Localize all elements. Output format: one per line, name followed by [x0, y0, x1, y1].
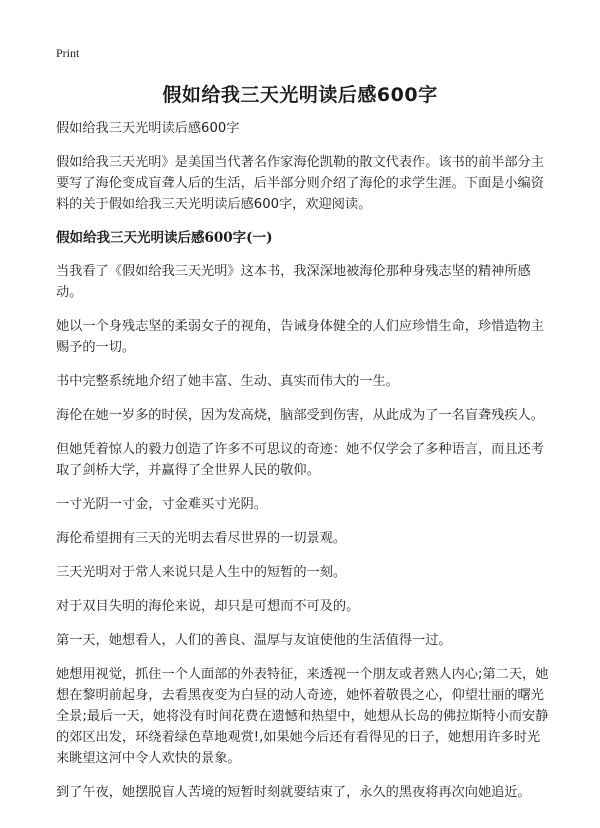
article-body [56, 118, 552, 816]
page-title: 假如给我三天光明读后感600字 [162, 84, 438, 106]
print-label: Print [56, 46, 80, 60]
paragraph: 对于双目失明的海伦来说，却只是可想而不可及的。 [56, 599, 360, 614]
paragraph: 三天光明对于常人来说只是人生中的短暂的一刻。 [56, 565, 347, 580]
paragraph: 海伦希望拥有三天的光明去看尽世界的一切景观。 [56, 531, 347, 546]
paragraph: 她以一个身残志坚的柔弱女子的视角，告诫身体健全的人们应珍惜生命，珍惜造物主赐予的一切。 [56, 319, 544, 355]
paragraph: 到了午夜，她摆脱盲人苦境的短暂时刻就要结束了，永久的黑夜将再次向她追近。 [56, 785, 531, 800]
paragraph: 一寸光阴一寸金，寸金难买寸光阴。 [56, 497, 267, 512]
paragraph: 第一天，她想看人，人们的善良、温厚与友谊使他的生活值得一过。 [56, 633, 452, 648]
section-heading: 假如给我三天光明读后感600字(一) [56, 230, 273, 246]
paragraph: 海伦在她一岁多的时侯，因为发高烧，脑部受到伤害，从此成为了一名盲聋残疾人。 [56, 408, 544, 423]
paragraph: 书中完整系统地介绍了她丰富、生动、真实而伟大的一生。 [56, 374, 399, 389]
paragraph: 她想用视觉，抓住一个人面部的外表特征，来透视一个朋友或者熟人内心;第二天，她想在黎明前起身，去看黑夜变为白昼的动人奇迹，她怀着敬畏之心，仰望壮丽的曙光全景;最后一天，她将没有时间花费在遗憾和热望中，她想从长岛的佛拉斯特小而安静的郊区出发，环绕着绿色草地观赏!,如果她今后还有看得见的日子，她想用许多时光来眺望这河中令人欢快的景象。 [56, 667, 549, 766]
intro-paragraph: 假如给我三天光明》是美国当代著名作家海伦凯勒的散文代表作。该书的前半部分主要写了海伦变成盲聋人后的生活，后半部分则介绍了海伦的求学生涯。下面是小编资料的关于假如给我三天光明读后感600字，欢迎阅读。 [56, 155, 544, 212]
paragraph: 当我看了《假如给我三天光明》这本书，我深深地被海伦那种身残志坚的精神所感动。 [56, 264, 531, 300]
paragraph: 但她凭着惊人的毅力创造了许多不可思议的奇迹：她不仅学会了多种语言，而且还考取了剑桥大学，并赢得了全世界人民的敬仰。 [56, 442, 544, 478]
article-subtitle: 假如给我三天光明读后感600字 [56, 121, 240, 136]
